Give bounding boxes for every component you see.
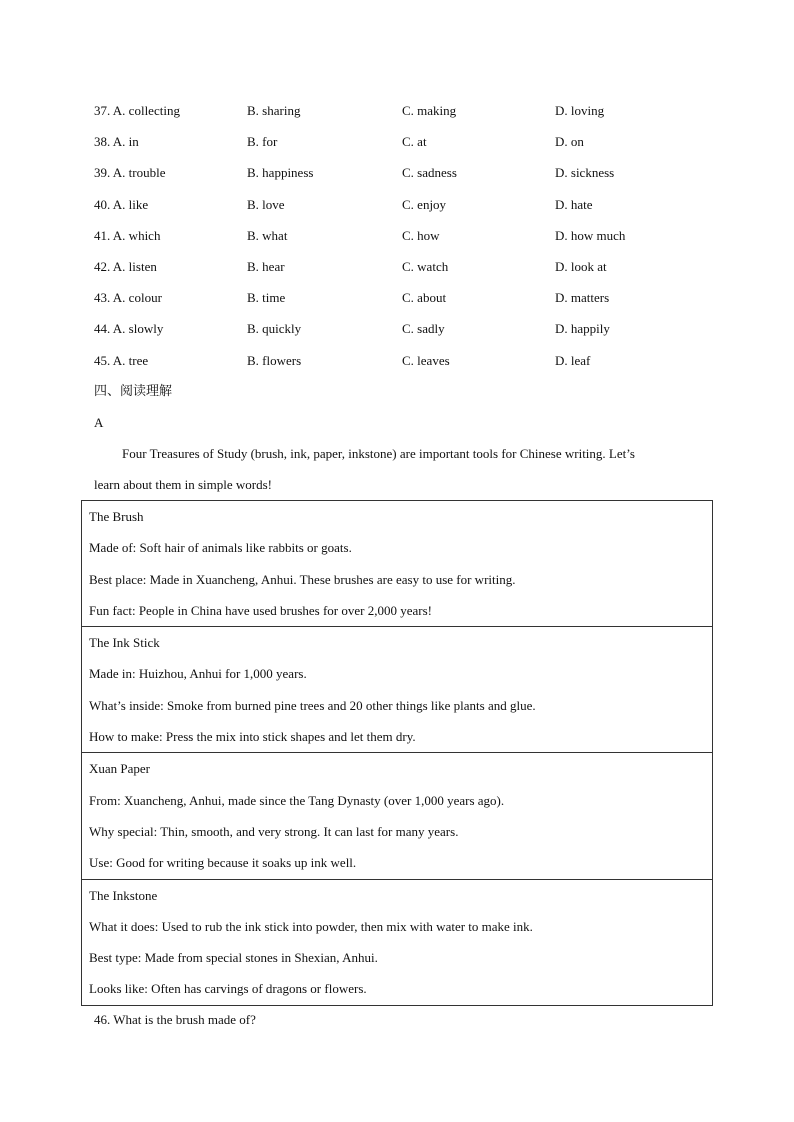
cell-line: Made of: Soft hair of animals like rabbits or goats. [89, 540, 352, 556]
option-a-text: A. slowly [112, 321, 164, 337]
option-row [94, 95, 714, 126]
four-treasures-table [81, 500, 713, 1006]
question-number: 40. [94, 196, 111, 212]
question-number: 45. [94, 352, 111, 368]
option-a [94, 282, 162, 313]
question-number: 37. [94, 103, 111, 118]
option-row [94, 282, 714, 313]
option-c: C. making [402, 103, 457, 118]
cell-line: What’s inside: Smoke from burned pine trees and 20 other things like plants and glue. [89, 697, 536, 713]
cell-title: The Inkstone [89, 887, 158, 903]
question-number: 44. [94, 321, 111, 337]
cell-line: Best type: Made from special stones in Shexian, Anhui. [89, 950, 378, 966]
section-title: 四、阅读理解 [94, 384, 173, 399]
option-a [94, 220, 160, 251]
option-c: C. leaves [402, 352, 450, 368]
table-cell [82, 879, 713, 1005]
option-d: D. sickness [555, 165, 615, 181]
question-number: 39. [94, 165, 111, 181]
option-d: D. matters [555, 290, 610, 306]
option-b: B. for [247, 134, 278, 150]
question-number: 41. [94, 227, 111, 243]
option-row [94, 157, 714, 188]
cell-title: The Brush [89, 509, 144, 524]
option-b: B. happiness [247, 165, 314, 181]
option-a [94, 157, 166, 188]
option-a-text: A. trouble [112, 165, 166, 181]
option-d: D. leaf [555, 352, 591, 368]
option-row [94, 220, 714, 251]
option-a-text: A. listen [112, 258, 157, 274]
option-b: B. love [247, 196, 285, 212]
cell-line: Made in: Huizhou, Anhui for 1,000 years. [89, 666, 307, 682]
option-c: C. sadly [402, 321, 445, 337]
cell-line: Best place: Made in Xuancheng, Anhui. These brushes are easy to use for writing. [89, 571, 516, 587]
cell-title: Xuan Paper [89, 761, 151, 777]
option-row [94, 251, 714, 282]
option-a-text: A. tree [112, 352, 149, 368]
option-b: B. time [247, 290, 286, 306]
option-a [94, 345, 148, 376]
option-a [94, 251, 157, 282]
part-label: A [94, 415, 104, 430]
cell-line: From: Xuancheng, Anhui, made since the Tang Dynasty (over 1,000 years ago). [89, 792, 505, 808]
option-a-text: A. colour [112, 290, 162, 306]
question-number: 38. [94, 134, 111, 150]
option-row [94, 345, 714, 376]
multiple-choice-options [94, 95, 714, 376]
table-row [82, 501, 713, 627]
option-a [94, 126, 139, 157]
option-b: B. hear [247, 258, 285, 274]
option-b: B. flowers [247, 352, 302, 368]
question-46: 46. What is the brush made of? [94, 1012, 256, 1027]
option-a-text: A. which [112, 227, 161, 243]
option-d: D. look at [555, 258, 607, 274]
option-a-text: A. in [112, 134, 139, 150]
option-a [94, 189, 148, 220]
option-a-text: A. like [112, 196, 149, 212]
option-c: C. how [402, 227, 440, 243]
intro-line: Four Treasures of Study (brush, ink, paper, inkstone) are important tools for Chinese writing. Let’s [122, 446, 635, 461]
option-b: B. what [247, 227, 288, 243]
option-row [94, 126, 714, 157]
table-cell [82, 501, 713, 627]
option-d: D. hate [555, 196, 593, 212]
table-cell [82, 753, 713, 879]
cell-line: Use: Good for writing because it soaks up ink well. [89, 855, 357, 871]
option-c: C. watch [402, 258, 449, 274]
cell-line: Why special: Thin, smooth, and very strong. It can last for many years. [89, 823, 459, 839]
option-d: D. loving [555, 103, 605, 118]
table-row [82, 627, 713, 753]
option-d: D. on [555, 134, 584, 150]
table-row [82, 753, 713, 879]
question-number: 42. [94, 258, 111, 274]
option-c: C. about [402, 290, 447, 306]
option-d: D. how much [555, 227, 626, 243]
intro-line: learn about them in simple words! [94, 477, 272, 493]
option-c: C. enjoy [402, 196, 447, 212]
option-a [94, 95, 180, 126]
cell-title: The Ink Stick [89, 635, 160, 651]
question-number: 43. [94, 290, 111, 306]
option-a [94, 313, 163, 344]
option-b: B. sharing [247, 103, 301, 118]
intro-paragraph [94, 438, 694, 500]
cell-line: Looks like: Often has carvings of dragons or flowers. [89, 981, 367, 997]
option-c: C. sadness [402, 165, 457, 181]
option-a-text: A. collecting [112, 103, 180, 118]
cell-line: What it does: Used to rub the ink stick into powder, then mix with water to make ink. [89, 918, 533, 934]
option-row [94, 313, 714, 344]
option-d: D. happily [555, 321, 610, 337]
cell-line: Fun fact: People in China have used brushes for over 2,000 years! [89, 602, 432, 618]
table-cell [82, 627, 713, 753]
option-b: B. quickly [247, 321, 302, 337]
cell-line: How to make: Press the mix into stick shapes and let them dry. [89, 729, 416, 745]
option-row [94, 189, 714, 220]
table-row [82, 879, 713, 1005]
option-c: C. at [402, 134, 427, 150]
